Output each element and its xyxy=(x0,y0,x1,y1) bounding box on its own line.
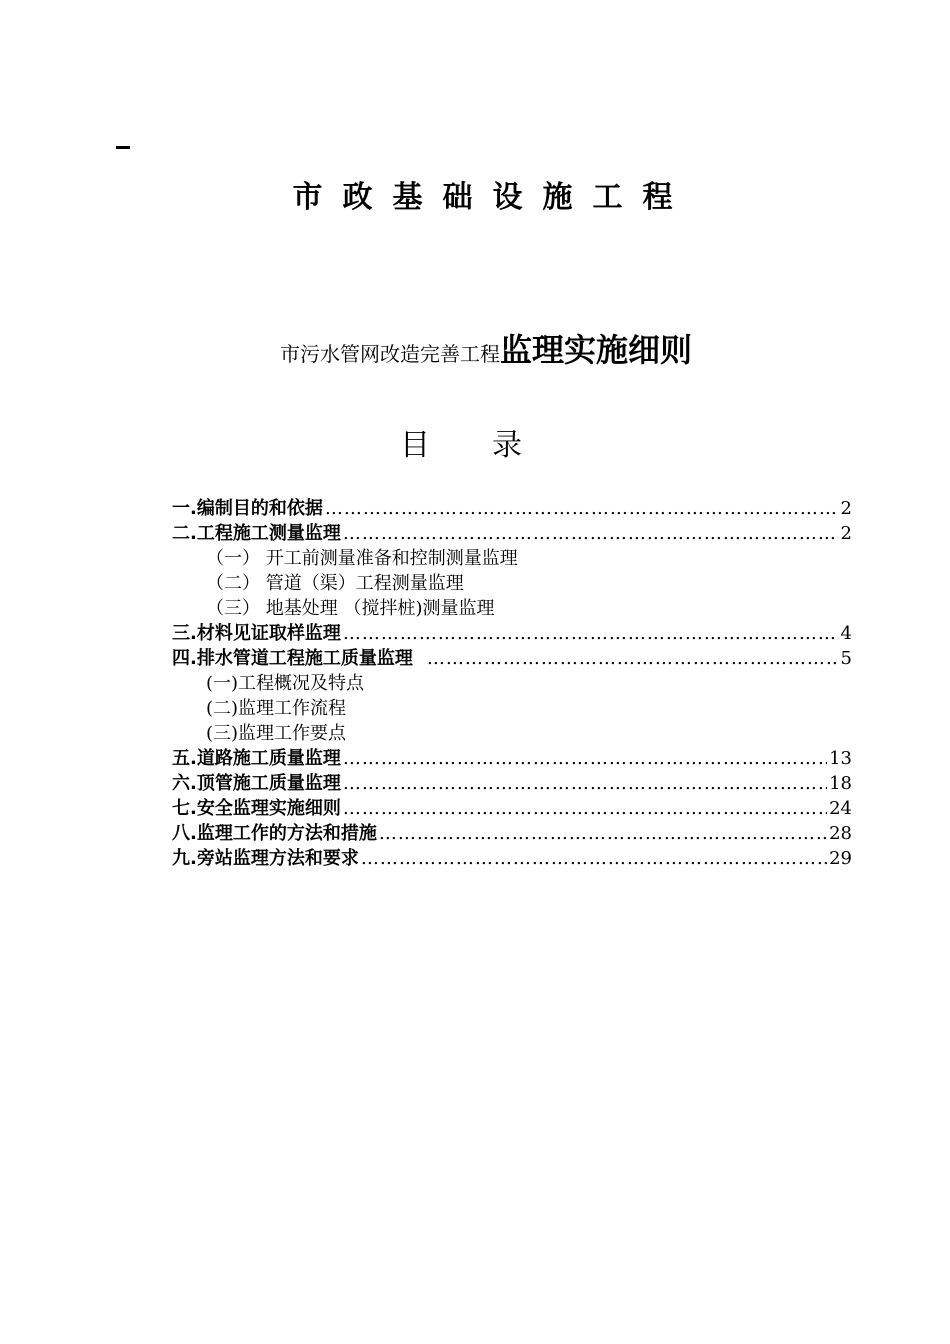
toc-entry[interactable] xyxy=(172,496,852,521)
toc-heading-char-1: 目 xyxy=(400,428,430,463)
toc-heading xyxy=(400,424,522,468)
toc-dot-leader xyxy=(343,771,827,796)
toc-entry-label: 九.旁站监理方法和要求 xyxy=(172,848,359,869)
corner-dash-mark xyxy=(116,146,130,149)
toc-subentry-label: (二)监理工作流程 xyxy=(206,698,347,719)
subtitle-document-type: 监理实施细则 xyxy=(499,331,692,369)
toc-entry-label: 七.安全监理实施细则 xyxy=(172,798,341,819)
toc-entry-label: 三.材料见证取样监理 xyxy=(172,623,341,644)
toc-dot-leader xyxy=(343,746,827,771)
toc-subentry-label: （二） 管道（渠）工程测量监理 xyxy=(206,573,464,594)
toc-subentry[interactable] xyxy=(172,671,852,696)
toc-subentry[interactable] xyxy=(172,721,852,746)
toc-subentry[interactable] xyxy=(172,546,852,571)
toc-entry-page: 28 xyxy=(829,823,852,844)
toc-dot-leader xyxy=(325,496,839,521)
toc-dot-leader xyxy=(361,846,827,871)
toc-entry[interactable] xyxy=(172,846,852,871)
toc-subentry[interactable] xyxy=(172,571,852,596)
toc-entry-page: 13 xyxy=(829,748,852,769)
toc-dot-leader xyxy=(427,646,839,671)
toc-entry-label: 五.道路施工质量监理 xyxy=(172,748,341,769)
document-subtitle xyxy=(0,326,950,380)
toc-entry-page: 29 xyxy=(829,848,852,869)
document-main-title: 市政基础设施工程 xyxy=(292,180,693,215)
toc-entry[interactable] xyxy=(172,746,852,771)
table-of-contents xyxy=(172,496,852,871)
toc-entry-page: 24 xyxy=(829,798,852,819)
toc-entry-label: 四.排水管道工程施工质量监理 xyxy=(172,648,413,669)
toc-entry-label: 二.工程施工测量监理 xyxy=(172,523,341,544)
toc-entry[interactable] xyxy=(172,796,852,821)
toc-dot-leader xyxy=(343,521,839,546)
toc-entry[interactable] xyxy=(172,821,852,846)
toc-entry-page: 2 xyxy=(840,523,852,544)
toc-entry[interactable] xyxy=(172,771,852,796)
toc-subentry-label: （一） 开工前测量准备和控制测量监理 xyxy=(206,548,518,569)
toc-subentry[interactable] xyxy=(172,596,852,621)
toc-subentry-label: (三)监理工作要点 xyxy=(206,723,347,744)
toc-dot-leader xyxy=(343,796,827,821)
subtitle-project-name: 市污水管网改造完善工程 xyxy=(279,342,500,366)
toc-entry-label: 一.编制目的和依据 xyxy=(172,498,323,519)
toc-entry-page: 2 xyxy=(840,498,852,519)
toc-entry-page: 18 xyxy=(829,773,852,794)
toc-subentry[interactable] xyxy=(172,696,852,721)
toc-entry[interactable] xyxy=(172,621,852,646)
toc-entry-page: 5 xyxy=(840,648,852,669)
toc-dot-leader xyxy=(379,821,827,846)
toc-entry-page: 4 xyxy=(840,623,852,644)
toc-entry-label: 八.监理工作的方法和措施 xyxy=(172,823,377,844)
toc-subentry-label: (一)工程概况及特点 xyxy=(206,673,365,694)
toc-heading-char-2: 录 xyxy=(492,428,522,463)
toc-dot-leader xyxy=(343,621,839,646)
toc-entry[interactable] xyxy=(172,521,852,546)
toc-entry-label: 六.顶管施工质量监理 xyxy=(172,773,341,794)
toc-entry[interactable] xyxy=(172,646,852,671)
toc-subentry-label: （三） 地基处理 （搅拌桩)测量监理 xyxy=(206,598,495,619)
